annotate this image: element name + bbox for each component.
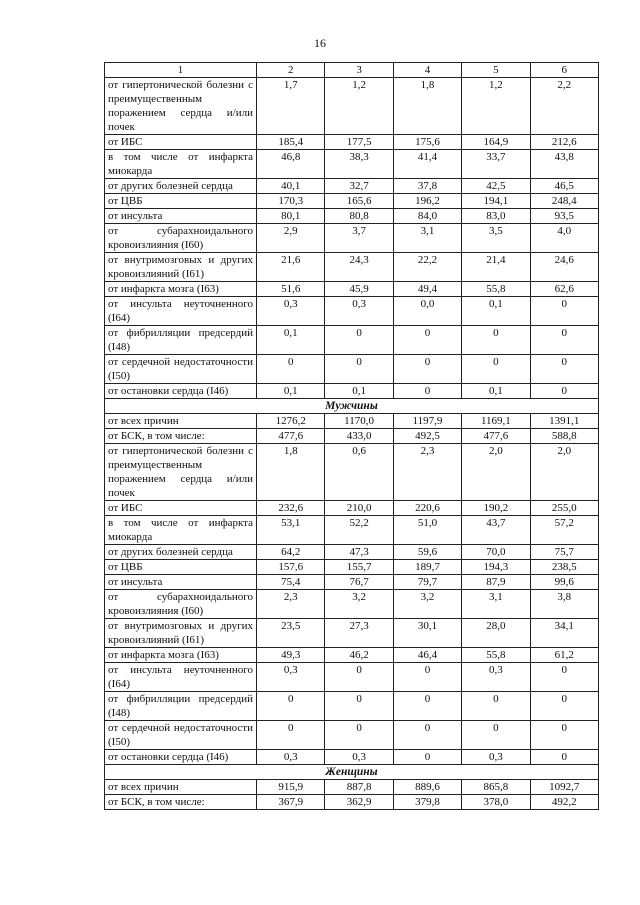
value-cell: 3,2	[325, 590, 393, 619]
value-cell: 33,7	[462, 150, 530, 179]
row-label: от БСК, в том числе:	[105, 795, 257, 810]
page-number: 16	[314, 36, 326, 50]
value-cell: 0	[393, 384, 461, 399]
row-label: от инсульта	[105, 575, 257, 590]
value-cell: 0	[393, 355, 461, 384]
value-cell: 0,1	[462, 384, 530, 399]
row-label: от инсульта неуточненного (I64)	[105, 297, 257, 326]
value-cell: 21,6	[257, 253, 325, 282]
value-cell: 196,2	[393, 194, 461, 209]
value-cell: 177,5	[325, 135, 393, 150]
value-cell: 367,9	[257, 795, 325, 810]
value-cell: 0	[530, 384, 598, 399]
row-label: от БСК, в том числе:	[105, 429, 257, 444]
value-cell: 220,6	[393, 501, 461, 516]
row-label: от остановки сердца (I46)	[105, 750, 257, 765]
value-cell: 75,7	[530, 545, 598, 560]
table-row	[105, 355, 599, 384]
value-cell: 194,3	[462, 560, 530, 575]
row-label: от ИБС	[105, 135, 257, 150]
value-cell: 588,8	[530, 429, 598, 444]
value-cell: 41,4	[393, 150, 461, 179]
value-cell: 28,0	[462, 619, 530, 648]
table-row	[105, 575, 599, 590]
column-number: 2	[257, 63, 325, 78]
value-cell: 62,6	[530, 282, 598, 297]
table-row	[105, 780, 599, 795]
value-cell: 232,6	[257, 501, 325, 516]
value-cell: 64,2	[257, 545, 325, 560]
value-cell: 43,8	[530, 150, 598, 179]
row-label: от гипертонической болезни с преимущественным поражением сердца и/или почек	[105, 78, 257, 135]
value-cell: 0	[393, 326, 461, 355]
value-cell: 0,3	[257, 297, 325, 326]
value-cell: 46,2	[325, 648, 393, 663]
table-row	[105, 326, 599, 355]
value-cell: 0	[257, 692, 325, 721]
value-cell: 3,7	[325, 224, 393, 253]
table-row	[105, 414, 599, 429]
table-row	[105, 297, 599, 326]
table-row	[105, 253, 599, 282]
table-row	[105, 150, 599, 179]
value-cell: 1169,1	[462, 414, 530, 429]
value-cell: 0	[530, 721, 598, 750]
section-header-row	[105, 399, 599, 414]
value-cell: 3,1	[393, 224, 461, 253]
value-cell: 0	[393, 663, 461, 692]
value-cell: 99,6	[530, 575, 598, 590]
table-row	[105, 444, 599, 501]
table-row	[105, 501, 599, 516]
row-label: от всех причин	[105, 780, 257, 795]
value-cell: 0,3	[325, 750, 393, 765]
value-cell: 0,3	[257, 663, 325, 692]
value-cell: 165,6	[325, 194, 393, 209]
value-cell: 1,8	[393, 78, 461, 135]
value-cell: 0,0	[393, 297, 461, 326]
value-cell: 212,6	[530, 135, 598, 150]
value-cell: 55,8	[462, 282, 530, 297]
value-cell: 238,5	[530, 560, 598, 575]
value-cell: 175,6	[393, 135, 461, 150]
value-cell: 2,3	[257, 590, 325, 619]
value-cell: 47,3	[325, 545, 393, 560]
value-cell: 492,5	[393, 429, 461, 444]
row-label: от внутримозговых и других кровоизлияний (I61)	[105, 253, 257, 282]
section-title: Мужчины	[105, 399, 599, 414]
value-cell: 0	[393, 692, 461, 721]
value-cell: 2,3	[393, 444, 461, 501]
value-cell: 83,0	[462, 209, 530, 224]
value-cell: 24,6	[530, 253, 598, 282]
value-cell: 0	[325, 721, 393, 750]
value-cell: 164,9	[462, 135, 530, 150]
row-label: от сердечной недостаточности (I50)	[105, 721, 257, 750]
value-cell: 84,0	[393, 209, 461, 224]
value-cell: 915,9	[257, 780, 325, 795]
value-cell: 0,1	[257, 326, 325, 355]
row-label: от всех причин	[105, 414, 257, 429]
value-cell: 51,0	[393, 516, 461, 545]
value-cell: 0	[257, 721, 325, 750]
row-label: от остановки сердца (I46)	[105, 384, 257, 399]
value-cell: 49,4	[393, 282, 461, 297]
row-label: от ЦВБ	[105, 560, 257, 575]
value-cell: 38,3	[325, 150, 393, 179]
value-cell: 0	[530, 750, 598, 765]
value-cell: 248,4	[530, 194, 598, 209]
value-cell: 0	[257, 355, 325, 384]
value-cell: 492,2	[530, 795, 598, 810]
value-cell: 378,0	[462, 795, 530, 810]
value-cell: 0	[462, 326, 530, 355]
value-cell: 0	[530, 355, 598, 384]
value-cell: 45,9	[325, 282, 393, 297]
value-cell: 1391,1	[530, 414, 598, 429]
row-label: от инсульта неуточненного (I64)	[105, 663, 257, 692]
value-cell: 3,8	[530, 590, 598, 619]
value-cell: 889,6	[393, 780, 461, 795]
row-label: от ИБС	[105, 501, 257, 516]
value-cell: 2,2	[530, 78, 598, 135]
value-cell: 46,5	[530, 179, 598, 194]
table-row	[105, 78, 599, 135]
value-cell: 362,9	[325, 795, 393, 810]
row-label: от гипертонической болезни с преимущественным поражением сердца и/или почек	[105, 444, 257, 501]
value-cell: 30,1	[393, 619, 461, 648]
value-cell: 55,8	[462, 648, 530, 663]
value-cell: 1,7	[257, 78, 325, 135]
value-cell: 46,4	[393, 648, 461, 663]
value-cell: 42,5	[462, 179, 530, 194]
table-row	[105, 750, 599, 765]
table-row	[105, 590, 599, 619]
value-cell: 433,0	[325, 429, 393, 444]
value-cell: 0,6	[325, 444, 393, 501]
column-number: 3	[325, 63, 393, 78]
value-cell: 27,3	[325, 619, 393, 648]
row-label: от инсульта	[105, 209, 257, 224]
table-row	[105, 619, 599, 648]
value-cell: 0,3	[325, 297, 393, 326]
value-cell: 53,1	[257, 516, 325, 545]
value-cell: 22,2	[393, 253, 461, 282]
value-cell: 21,4	[462, 253, 530, 282]
table-row	[105, 648, 599, 663]
value-cell: 0,1	[257, 384, 325, 399]
table-row	[105, 209, 599, 224]
value-cell: 52,2	[325, 516, 393, 545]
value-cell: 57,2	[530, 516, 598, 545]
value-cell: 3,1	[462, 590, 530, 619]
value-cell: 1092,7	[530, 780, 598, 795]
value-cell: 0	[462, 692, 530, 721]
value-cell: 3,2	[393, 590, 461, 619]
table-row	[105, 663, 599, 692]
value-cell: 0	[393, 750, 461, 765]
value-cell: 0	[325, 355, 393, 384]
value-cell: 61,2	[530, 648, 598, 663]
value-cell: 4,0	[530, 224, 598, 253]
value-cell: 1,2	[325, 78, 393, 135]
value-cell: 70,0	[462, 545, 530, 560]
section-title: Женщины	[105, 765, 599, 780]
value-cell: 46,8	[257, 150, 325, 179]
value-cell: 255,0	[530, 501, 598, 516]
column-number: 4	[393, 63, 461, 78]
mortality-table	[104, 62, 599, 810]
value-cell: 0,3	[257, 750, 325, 765]
value-cell: 0	[530, 692, 598, 721]
value-cell: 24,3	[325, 253, 393, 282]
value-cell: 2,0	[530, 444, 598, 501]
row-label: в том числе от инфаркта миокарда	[105, 516, 257, 545]
value-cell: 0	[462, 721, 530, 750]
table-row	[105, 194, 599, 209]
table-row	[105, 721, 599, 750]
row-label: от других болезней сердца	[105, 179, 257, 194]
value-cell: 0,3	[462, 663, 530, 692]
value-cell: 170,3	[257, 194, 325, 209]
value-cell: 0	[325, 663, 393, 692]
value-cell: 59,6	[393, 545, 461, 560]
value-cell: 155,7	[325, 560, 393, 575]
value-cell: 0	[530, 297, 598, 326]
value-cell: 1276,2	[257, 414, 325, 429]
value-cell: 0	[530, 663, 598, 692]
value-cell: 80,8	[325, 209, 393, 224]
value-cell: 40,1	[257, 179, 325, 194]
row-label: от других болезней сердца	[105, 545, 257, 560]
value-cell: 477,6	[462, 429, 530, 444]
table-row	[105, 224, 599, 253]
row-label: от фибрилляции предсердий (I48)	[105, 326, 257, 355]
value-cell: 80,1	[257, 209, 325, 224]
value-cell: 32,7	[325, 179, 393, 194]
table-row	[105, 384, 599, 399]
value-cell: 76,7	[325, 575, 393, 590]
value-cell: 79,7	[393, 575, 461, 590]
column-number: 1	[105, 63, 257, 78]
value-cell: 1,8	[257, 444, 325, 501]
row-label: от субарахноидального кровоизлияния (I60)	[105, 224, 257, 253]
value-cell: 2,9	[257, 224, 325, 253]
value-cell: 0	[325, 692, 393, 721]
table-row	[105, 545, 599, 560]
table-row	[105, 179, 599, 194]
row-label: от инфаркта мозга (I63)	[105, 282, 257, 297]
value-cell: 477,6	[257, 429, 325, 444]
section-header-row	[105, 765, 599, 780]
value-cell: 87,9	[462, 575, 530, 590]
row-label: от инфаркта мозга (I63)	[105, 648, 257, 663]
value-cell: 37,8	[393, 179, 461, 194]
table-row	[105, 795, 599, 810]
table-body	[105, 78, 599, 810]
value-cell: 0,3	[462, 750, 530, 765]
value-cell: 3,5	[462, 224, 530, 253]
value-cell: 194,1	[462, 194, 530, 209]
value-cell: 185,4	[257, 135, 325, 150]
table-row	[105, 560, 599, 575]
value-cell: 157,6	[257, 560, 325, 575]
column-number: 5	[462, 63, 530, 78]
table-row	[105, 516, 599, 545]
value-cell: 887,8	[325, 780, 393, 795]
column-number-row	[105, 63, 599, 78]
row-label: от внутримозговых и других кровоизлияний (I61)	[105, 619, 257, 648]
value-cell: 1197,9	[393, 414, 461, 429]
value-cell: 51,6	[257, 282, 325, 297]
value-cell: 43,7	[462, 516, 530, 545]
value-cell: 0	[462, 355, 530, 384]
table-row	[105, 282, 599, 297]
value-cell: 1,2	[462, 78, 530, 135]
value-cell: 0,1	[462, 297, 530, 326]
value-cell: 0	[530, 326, 598, 355]
value-cell: 190,2	[462, 501, 530, 516]
value-cell: 2,0	[462, 444, 530, 501]
row-label: от фибрилляции предсердий (I48)	[105, 692, 257, 721]
table-row	[105, 692, 599, 721]
value-cell: 0	[393, 721, 461, 750]
table-row	[105, 135, 599, 150]
value-cell: 379,8	[393, 795, 461, 810]
value-cell: 1170,0	[325, 414, 393, 429]
value-cell: 865,8	[462, 780, 530, 795]
table-row	[105, 429, 599, 444]
value-cell: 189,7	[393, 560, 461, 575]
value-cell: 93,5	[530, 209, 598, 224]
value-cell: 34,1	[530, 619, 598, 648]
value-cell: 75,4	[257, 575, 325, 590]
row-label: от сердечной недостаточности (I50)	[105, 355, 257, 384]
value-cell: 210,0	[325, 501, 393, 516]
value-cell: 23,5	[257, 619, 325, 648]
column-number: 6	[530, 63, 598, 78]
row-label: от субарахноидального кровоизлияния (I60)	[105, 590, 257, 619]
row-label: в том числе от инфаркта миокарда	[105, 150, 257, 179]
row-label: от ЦВБ	[105, 194, 257, 209]
value-cell: 49,3	[257, 648, 325, 663]
value-cell: 0	[325, 326, 393, 355]
value-cell: 0,1	[325, 384, 393, 399]
